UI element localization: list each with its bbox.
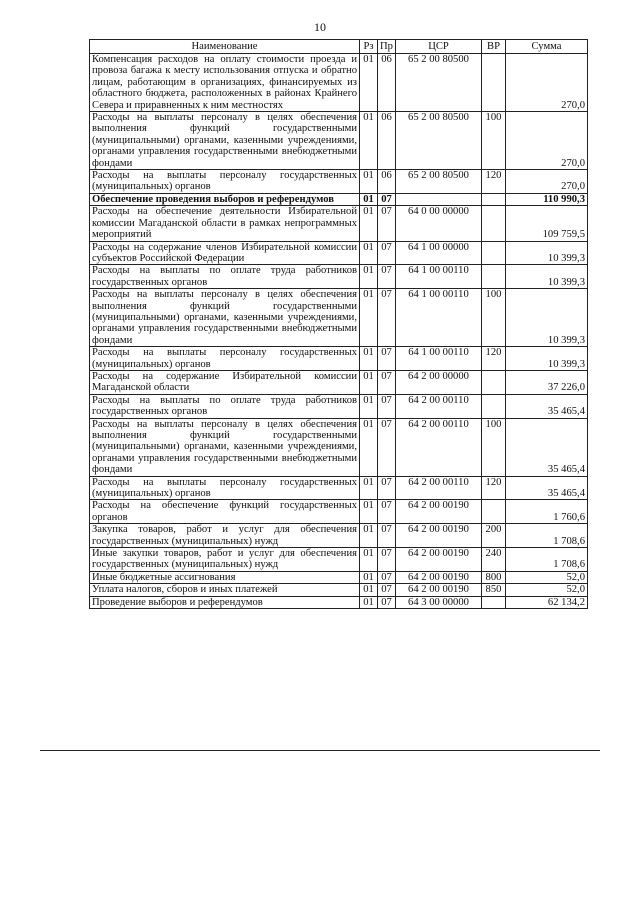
cell-pr: 07: [378, 193, 396, 205]
cell-rz: 01: [360, 500, 378, 524]
cell-sum: 62 134,2: [506, 596, 588, 608]
cell-name: Уплата налогов, сборов и иных платежей: [90, 584, 360, 596]
cell-rz: 01: [360, 476, 378, 500]
table-body: [90, 54, 588, 609]
cell-rz: 01: [360, 571, 378, 583]
cell-name: Обеспечение проведения выборов и референдумов: [90, 193, 360, 205]
cell-pr: 07: [378, 476, 396, 500]
cell-pr: 07: [378, 524, 396, 548]
cell-csr: 64 2 00 00190: [396, 500, 482, 524]
cell-vr: 850: [482, 584, 506, 596]
cell-sum: 1 708,6: [506, 524, 588, 548]
cell-sum: 10 399,3: [506, 241, 588, 265]
cell-pr: 07: [378, 347, 396, 371]
table-row: [90, 524, 588, 548]
cell-sum: 52,0: [506, 584, 588, 596]
cell-csr: 64 2 00 00190: [396, 571, 482, 583]
cell-rz: 01: [360, 193, 378, 205]
cell-pr: 07: [378, 500, 396, 524]
cell-name: Расходы на содержание членов Избирательной комиссии субъектов Российской Федерации: [90, 241, 360, 265]
cell-pr: 07: [378, 571, 396, 583]
cell-name: Расходы на выплаты персоналу государственных (муниципальных) органов: [90, 476, 360, 500]
cell-name: Расходы на выплаты персоналу государственных (муниципальных) органов: [90, 347, 360, 371]
cell-sum: 37 226,0: [506, 370, 588, 394]
cell-csr: 65 2 00 80500: [396, 112, 482, 170]
cell-rz: 01: [360, 289, 378, 347]
cell-sum: 109 759,5: [506, 206, 588, 241]
table-header-row: [90, 40, 588, 54]
cell-name: Компенсация расходов на оплату стоимости проезда и провоза багажа к месту использования отпуска и обратно лицам, работающим в организациях, финансируемых из областного бюджета, расположенных в районах Крайнего Севера и приравненных к ним местностях: [90, 54, 360, 112]
cell-pr: 07: [378, 241, 396, 265]
cell-sum: 270,0: [506, 54, 588, 112]
page-number: 10: [314, 20, 326, 34]
cell-sum: 52,0: [506, 571, 588, 583]
cell-name: Расходы на выплаты персоналу в целях обеспечения выполнения функций государственными (муниципальными) органами, казенными учреждениями, органами управления государственными внебюджетными фондами: [90, 418, 360, 476]
cell-csr: 64 2 00 00190: [396, 524, 482, 548]
cell-csr: 64 0 00 00000: [396, 206, 482, 241]
cell-rz: 01: [360, 265, 378, 289]
cell-sum: 10 399,3: [506, 347, 588, 371]
cell-pr: 06: [378, 112, 396, 170]
cell-name: Расходы на выплаты персоналу государственных (муниципальных) органов: [90, 170, 360, 194]
cell-sum: 110 990,3: [506, 193, 588, 205]
cell-csr: 64 1 00 00000: [396, 241, 482, 265]
cell-sum: 35 465,4: [506, 394, 588, 418]
cell-vr: 100: [482, 112, 506, 170]
cell-rz: 01: [360, 170, 378, 194]
cell-rz: 01: [360, 54, 378, 112]
cell-name: Иные бюджетные ассигнования: [90, 571, 360, 583]
cell-pr: 06: [378, 54, 396, 112]
cell-rz: 01: [360, 394, 378, 418]
cell-rz: 01: [360, 241, 378, 265]
cell-pr: 07: [378, 548, 396, 572]
table-row: [90, 476, 588, 500]
cell-csr: 65 2 00 80500: [396, 170, 482, 194]
cell-vr: [482, 500, 506, 524]
cell-sum: 10 399,3: [506, 289, 588, 347]
table-row: [90, 500, 588, 524]
cell-csr: 64 3 00 00000: [396, 596, 482, 608]
table-row: [90, 418, 588, 476]
cell-csr: 65 2 00 80500: [396, 54, 482, 112]
table-row: [90, 54, 588, 112]
table-row: [90, 571, 588, 583]
cell-name: Расходы на выплаты персоналу в целях обеспечения выполнения функций государственными (муниципальными) органами, казенными учреждениями, органами управления государственными внебюджетными фондами: [90, 112, 360, 170]
cell-vr: [482, 193, 506, 205]
cell-sum: 10 399,3: [506, 265, 588, 289]
table-row: [90, 265, 588, 289]
cell-name: Расходы на обеспечение деятельности Избирательной комиссии Магаданской области в рамках непрограммных мероприятий: [90, 206, 360, 241]
cell-name: Закупка товаров, работ и услуг для обеспечения государственных (муниципальных) нужд: [90, 524, 360, 548]
table-row: [90, 170, 588, 194]
cell-vr: [482, 370, 506, 394]
cell-rz: 01: [360, 596, 378, 608]
table-row: [90, 584, 588, 596]
cell-vr: 800: [482, 571, 506, 583]
cell-name: Расходы на содержание Избирательной комиссии Магаданской области: [90, 370, 360, 394]
cell-sum: 35 465,4: [506, 418, 588, 476]
table-row: [90, 394, 588, 418]
cell-rz: 01: [360, 548, 378, 572]
cell-sum: 270,0: [506, 170, 588, 194]
cell-vr: [482, 241, 506, 265]
header-vr: ВР: [482, 40, 506, 54]
cell-pr: 07: [378, 206, 396, 241]
cell-vr: [482, 596, 506, 608]
cell-csr: 64 2 00 00190: [396, 548, 482, 572]
cell-csr: [396, 193, 482, 205]
cell-csr: 64 1 00 00110: [396, 289, 482, 347]
table-row: [90, 193, 588, 205]
cell-csr: 64 2 00 00110: [396, 476, 482, 500]
header-name: Наименование: [90, 40, 360, 54]
cell-sum: 35 465,4: [506, 476, 588, 500]
cell-pr: 07: [378, 418, 396, 476]
header-pr: Пр: [378, 40, 396, 54]
cell-sum: 1 760,6: [506, 500, 588, 524]
cell-rz: 01: [360, 347, 378, 371]
cell-pr: 07: [378, 394, 396, 418]
cell-name: Расходы на выплаты персоналу в целях обеспечения выполнения функций государственными (муниципальными) органами, казенными учреждениями, органами управления государственными внебюджетными фондами: [90, 289, 360, 347]
cell-pr: 07: [378, 596, 396, 608]
cell-rz: 01: [360, 584, 378, 596]
cell-pr: 06: [378, 170, 396, 194]
cell-csr: 64 2 00 00190: [396, 584, 482, 596]
table-row: [90, 206, 588, 241]
cell-name: Проведение выборов и референдумов: [90, 596, 360, 608]
cell-vr: [482, 206, 506, 241]
cell-pr: 07: [378, 265, 396, 289]
cell-vr: [482, 265, 506, 289]
table-row: [90, 112, 588, 170]
cell-csr: 64 1 00 00110: [396, 347, 482, 371]
table-row: [90, 347, 588, 371]
table-row: [90, 370, 588, 394]
cell-csr: 64 2 00 00000: [396, 370, 482, 394]
cell-vr: 120: [482, 170, 506, 194]
cell-name: Расходы на обеспечение функций государственных органов: [90, 500, 360, 524]
cell-sum: 270,0: [506, 112, 588, 170]
cell-name: Расходы на выплаты по оплате труда работников государственных органов: [90, 265, 360, 289]
cell-pr: 07: [378, 370, 396, 394]
cell-csr: 64 1 00 00110: [396, 265, 482, 289]
cell-vr: 240: [482, 548, 506, 572]
cell-pr: 07: [378, 584, 396, 596]
cell-sum: 1 708,6: [506, 548, 588, 572]
table-row: [90, 548, 588, 572]
cell-vr: [482, 394, 506, 418]
table-row: [90, 596, 588, 608]
cell-vr: 120: [482, 476, 506, 500]
cell-name: Иные закупки товаров, работ и услуг для обеспечения государственных (муниципальных) нужд: [90, 548, 360, 572]
budget-table: [89, 39, 588, 609]
cell-rz: 01: [360, 418, 378, 476]
cell-csr: 64 2 00 00110: [396, 394, 482, 418]
cell-pr: 07: [378, 289, 396, 347]
cell-rz: 01: [360, 206, 378, 241]
header-sum: Сумма: [506, 40, 588, 54]
table-row: [90, 289, 588, 347]
footer-divider: [40, 750, 600, 751]
cell-vr: 100: [482, 418, 506, 476]
table-row: [90, 241, 588, 265]
cell-vr: 100: [482, 289, 506, 347]
cell-vr: 200: [482, 524, 506, 548]
cell-csr: 64 2 00 00110: [396, 418, 482, 476]
header-rz: Рз: [360, 40, 378, 54]
cell-rz: 01: [360, 112, 378, 170]
cell-name: Расходы на выплаты по оплате труда работников государственных органов: [90, 394, 360, 418]
cell-rz: 01: [360, 370, 378, 394]
cell-rz: 01: [360, 524, 378, 548]
cell-vr: [482, 54, 506, 112]
header-csr: ЦСР: [396, 40, 482, 54]
cell-vr: 120: [482, 347, 506, 371]
